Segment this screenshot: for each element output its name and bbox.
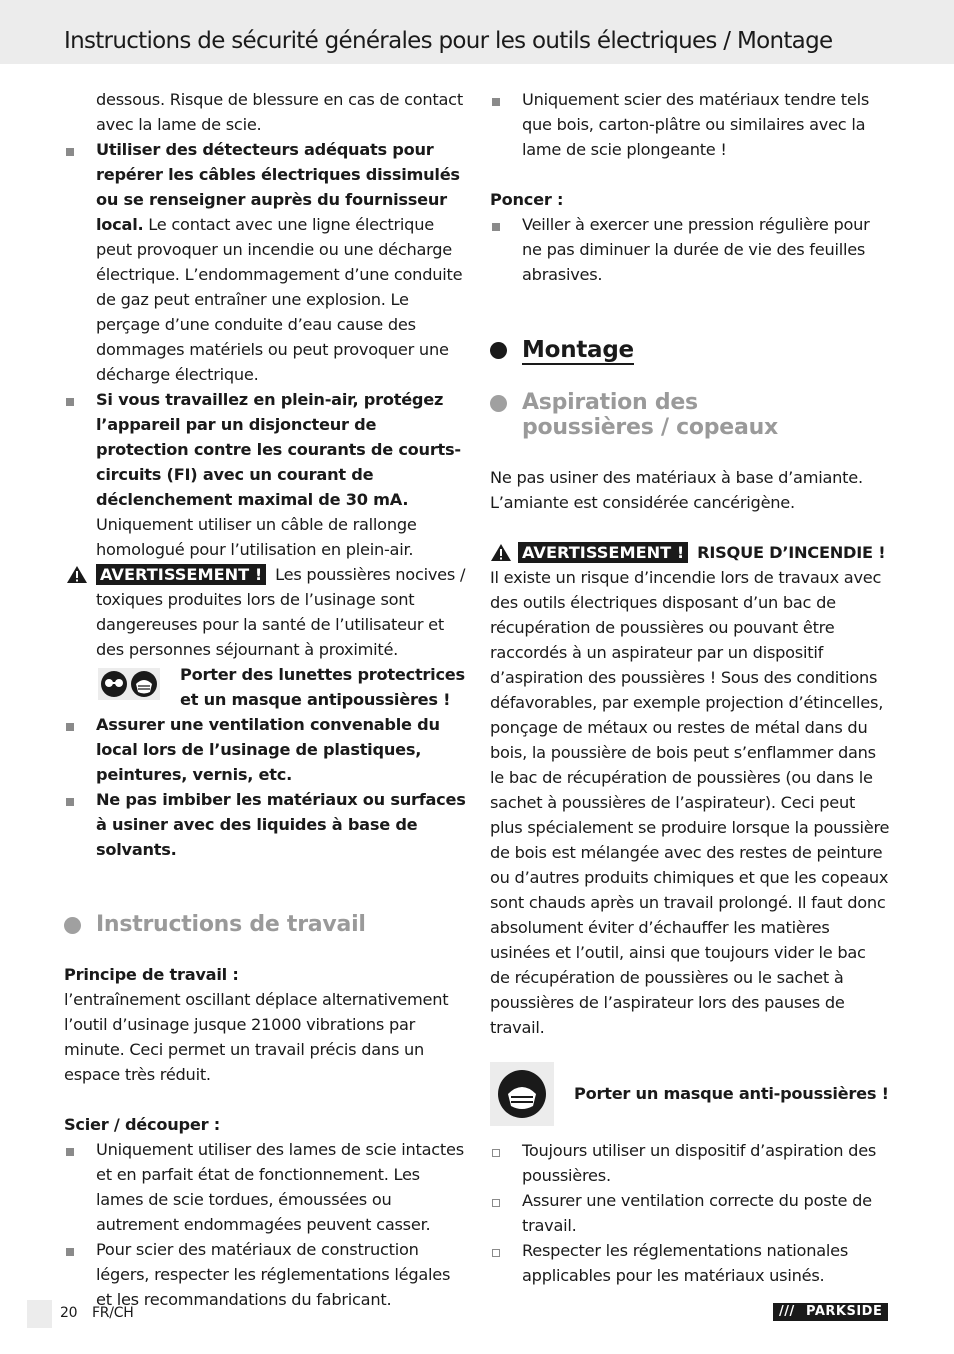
bold-text: Porter un masque anti-poussières ! <box>574 1084 889 1103</box>
square-bullet-icon <box>66 1148 74 1156</box>
square-bullet-icon <box>66 398 74 406</box>
list-item <box>490 1238 890 1288</box>
body-text: Les poussières nocives / toxiques produites lors de l’usinage sont dangereuses pour la santé de l’utilisateur et des personnes séjournant à proximité. <box>96 565 466 659</box>
page-header <box>0 0 954 64</box>
list-item <box>64 712 466 787</box>
body-text: Uniquement utiliser un câble de rallonge homologué pour l’utilisation en plein-air. <box>96 515 417 559</box>
list-item <box>490 212 890 287</box>
subheading: Principe de travail : <box>64 965 239 984</box>
heading-text: Instructions de travail <box>96 912 366 937</box>
body-text: Il existe un risque d’incendie lors de travaux avec des outils électriques disposant d’un bac de récupération de poussières ou pouvant être raccordés à un aspirateur par un dispositif d’aspiration des poussières ! Sous des conditions défavorables, par exemple projection d’étincelles, ponçage de métaux ou restes de métal dans du bois, la poussière de bois peut s’enflammer dans le bac de récupération de poussières (ou dans le sachet à poussières de l’aspirateur). Ceci peut plus spécialement se produire lorsque la poussière de bois est mélangée avec des restes de peinture ou d’autres produits chimiques et que les copeaux sont chauds après un travail prolongé. Il faut donc absolument éviter d’échauffer les matières usinées et l’outil, ainsi que toujours vider le bac de récupération de poussières ou le sachet à poussières de l’aspirateur lors des pauses de travail. <box>490 568 890 1037</box>
footer-tab <box>27 1300 52 1328</box>
subheading: Scier / découper : <box>64 1115 220 1134</box>
body-text: Toujours utiliser un dispositif d’aspiration des poussières. <box>522 1141 877 1185</box>
paragraph: Ne pas usiner des matériaux à base d’amiante. L’amiante est considérée cancérigène. <box>490 468 863 512</box>
square-bullet-icon <box>66 798 74 806</box>
list-item <box>64 387 466 562</box>
list-item <box>490 1138 890 1188</box>
dust-mask-icon <box>490 1062 554 1126</box>
subheading: Poncer : <box>490 190 564 209</box>
body-text: Pour scier des matériaux de construction légers, respecter les réglementations légales et les recommandations du fabricant. <box>96 1240 451 1309</box>
mask-notice <box>490 1062 890 1126</box>
warning-block <box>64 562 466 662</box>
warning-label: AVERTISSEMENT ! <box>96 564 266 585</box>
square-bullet-icon <box>492 223 500 231</box>
heading-text: Montage <box>522 337 634 363</box>
ppe-notice <box>64 662 466 712</box>
warning-triangle-icon <box>66 565 88 591</box>
bold-text: Ne pas imbiber les matériaux ou surfaces à usiner avec des liquides à base de solvants. <box>96 790 466 859</box>
right-column <box>490 87 890 1288</box>
goggles-and-mask-icon <box>98 668 160 700</box>
warning-block <box>490 540 890 1040</box>
language-code: FR/CH <box>92 1305 134 1321</box>
checkbox-bullet-icon <box>492 1149 500 1157</box>
continued-text: dessous. Risque de blessure en cas de contact avec la lame de scie. <box>96 90 463 134</box>
body-text: Respecter les réglementations nationales applicables pour les matériaux usinés. <box>522 1241 849 1285</box>
list-item <box>64 1237 466 1312</box>
page-number: 20 <box>60 1305 78 1321</box>
logo-marks: /// <box>779 1304 795 1319</box>
list-item <box>490 87 890 162</box>
square-bullet-icon <box>66 723 74 731</box>
heading-text: poussières / copeaux <box>522 415 778 440</box>
circle-bullet-icon <box>490 395 507 412</box>
warning-label: AVERTISSEMENT ! <box>518 542 688 563</box>
circle-bullet-icon <box>490 342 507 359</box>
warning-triangle-icon <box>490 543 512 562</box>
paragraph: l’entraînement oscillant déplace alternativement l’outil d’usinage jusque 21000 vibrations par minute. Ceci permet un travail précis dans un espace très réduit. <box>64 990 449 1084</box>
heading-text: Aspiration des <box>522 390 698 415</box>
bold-text: Utiliser des détecteurs adéquats pour repérer les câbles électriques dissimulés ou se renseigner auprès du fournisseur local. <box>96 140 460 234</box>
left-column <box>64 87 466 1312</box>
checkbox-bullet-icon <box>492 1199 500 1207</box>
body-text: Uniquement scier des matériaux tendre tels que bois, carton-plâtre ou similaires avec la lame de scie plongeante ! <box>522 90 870 159</box>
main-heading <box>490 337 890 365</box>
list-item <box>490 1188 890 1238</box>
section-heading <box>490 390 890 440</box>
page-title: Instructions de sécurité générales pour les outils électriques / Montage <box>64 28 833 54</box>
body-text: Veiller à exercer une pression régulière pour ne pas diminuer la durée de vie des feuilles abrasives. <box>522 215 870 284</box>
brand-logo <box>773 1303 888 1321</box>
body-text: Le contact avec une ligne électrique peut provoquer un incendie ou une décharge électrique. L’endommagement d’une conduite de gaz peut entraîner une explosion. Le perçage d’une conduite d’eau cause des dommages matériels ou peut provoquer une décharge électrique. <box>96 215 463 384</box>
circle-bullet-icon <box>64 917 81 934</box>
square-bullet-icon <box>66 148 74 156</box>
body-text: Uniquement utiliser des lames de scie intactes et en parfait état de fonctionnement. Les lames de scie tordues, émoussées ou autrement endommagées peuvent casser. <box>96 1140 464 1234</box>
bold-text: RISQUE D’INCENDIE ! <box>697 543 886 562</box>
bold-text: Assurer une ventilation convenable du local lors de l’usinage de plastiques, peintures, vernis, etc. <box>96 715 440 784</box>
list-item <box>64 1137 466 1237</box>
section-heading <box>64 912 466 937</box>
logo-text: PARKSIDE <box>806 1304 883 1319</box>
list-item <box>64 137 466 387</box>
checkbox-bullet-icon <box>492 1249 500 1257</box>
square-bullet-icon <box>492 98 500 106</box>
list-item <box>64 787 466 862</box>
bold-text: Si vous travaillez en plein-air, protégez l’appareil par un disjoncteur de protection contre les courants de courts-circuits (FI) avec un courant de déclenchement maximal de 30 mA. <box>96 390 461 509</box>
bold-text: Porter des lunettes protectrices et un masque antipoussières ! <box>180 665 465 709</box>
body-text: Assurer une ventilation correcte du poste de travail. <box>522 1191 872 1235</box>
square-bullet-icon <box>66 1248 74 1256</box>
